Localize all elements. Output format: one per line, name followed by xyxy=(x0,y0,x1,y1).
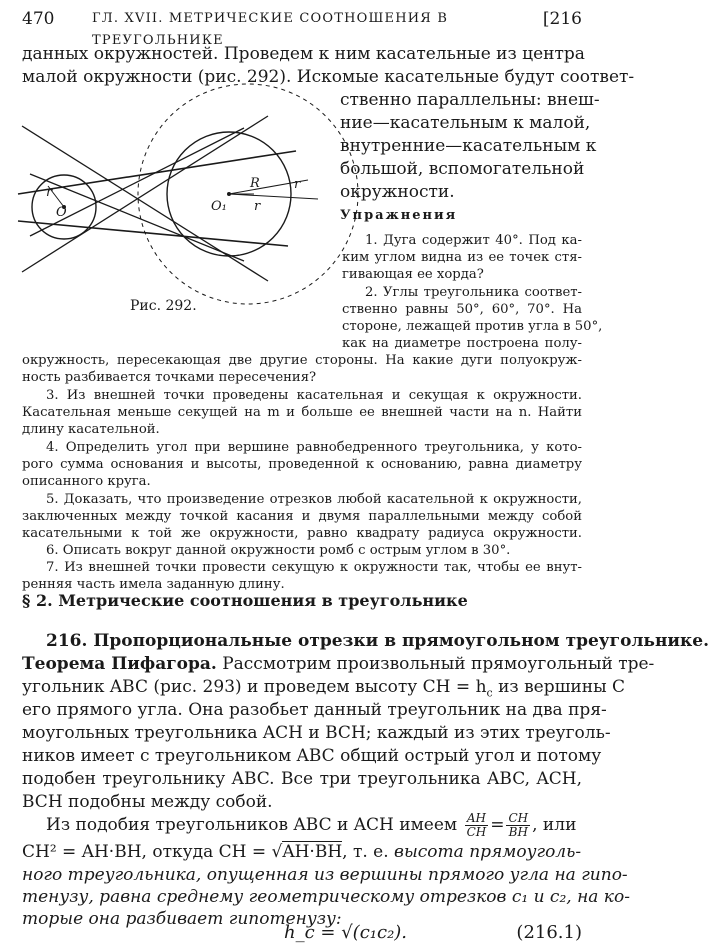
subscript: c xyxy=(486,686,493,700)
exercise-line: стороне, лежащей против угла в 50°, xyxy=(342,319,603,334)
text-line: данных окружностей. Проведем к ним касательные из центра xyxy=(22,44,585,64)
fraction: $\frac{AH}{CH}$ xyxy=(466,811,487,839)
section-heading: § 2. Метрические соотношения в треугольнике xyxy=(22,591,468,610)
text-line: Из подобия треугольников ABC и ACH имеем $\frac{AH}{CH}$ = $\frac{CH}{BH}$ , или xyxy=(46,811,577,839)
label-r: r xyxy=(254,199,261,214)
label-O1: O₁ xyxy=(211,199,227,214)
theorem-title: Теорема Пифагора. xyxy=(22,654,217,674)
text-line: большой, вспомогательной xyxy=(340,159,585,179)
exercise-line: ность разбивается точками пересечения? xyxy=(22,370,317,385)
fraction: $\frac{CH}{BH}$ xyxy=(508,811,529,839)
section-ref: [216 xyxy=(542,9,582,29)
exercise-line: заключенных между точкой касания и двумя параллельными между собой xyxy=(22,509,582,524)
text-line: ников имеет с треугольником ABC общий острый угол и потому xyxy=(22,746,602,766)
exercise-line: описанного круга. xyxy=(22,474,151,489)
text-line xyxy=(22,653,655,675)
exercise-line: 2. Углы треугольника соответ- xyxy=(365,285,582,300)
exercise-line: рого сумма основания и высоты, проведенной к основанию, равна диаметру xyxy=(22,457,582,472)
exercise-line: гивающая ее хорда? xyxy=(342,267,484,282)
text-line: окружности. xyxy=(340,182,455,202)
text-line: его прямого угла. Она разобьет данный треугольник на два пря- xyxy=(22,700,607,720)
exercise-line: касательными к той же окружности, равно квадрату радиуса окружности. xyxy=(22,526,582,541)
exercises-heading: Упражнения xyxy=(340,208,458,223)
text-fragment: Рассмотрим произвольный прямоугольный тре- xyxy=(216,654,655,674)
text-line: внутренние—касательным к xyxy=(340,136,597,156)
figure-292 xyxy=(18,96,328,321)
text-line: подобен треугольнику ABC. Все три треугольника ABC, ACH, xyxy=(22,769,582,789)
text-line: ственно параллельны: внеш- xyxy=(340,90,600,110)
label-R: R xyxy=(250,176,260,191)
text-line: моугольных треугольника ACH и BCH; каждый из этих треуголь- xyxy=(22,723,611,743)
text-fragment: высота прямоуголь- xyxy=(388,842,582,862)
text-line xyxy=(22,841,582,863)
text-line: тенузу, равна среднему геометрическому отрезков c₁ и c₂, на ко- xyxy=(22,887,630,907)
exercise-line: 5. Доказать, что произведение отрезков любой касательной к окружности, xyxy=(46,492,582,507)
text-fragment: угольник ABC (рис. 293) и проведем высоту CH = h xyxy=(22,677,487,697)
formula-number: (216.1) xyxy=(516,922,582,943)
text-line: ние—касательным к малой, xyxy=(340,113,591,133)
text-fragment: Из подобия треугольников ABC и ACH имеем xyxy=(46,815,458,835)
label-r: r xyxy=(46,185,53,200)
text-line: торые она разбивает гипотенузу: xyxy=(22,909,342,929)
label-O: O xyxy=(56,205,67,220)
exercise-line: 1. Дуга содержит 40°. Под ка- xyxy=(365,233,582,248)
text-fragment: CH² = AH·BH, откуда CH = √ xyxy=(22,842,283,862)
text-line: ного треугольника, опущенная из вершины прямого угла на гипо- xyxy=(22,865,628,885)
text-line: малой окружности (рис. 292). Искомые касательные будут соответ- xyxy=(22,67,635,87)
exercise-line: 4. Определить угол при вершине равнобедренного треугольника, у кото- xyxy=(46,440,582,455)
figure-caption: Рис. 292. xyxy=(130,298,197,314)
page-number: 470 xyxy=(22,9,55,29)
label-r: r xyxy=(294,177,301,192)
exercise-line: длину касательной. xyxy=(22,422,160,437)
exercise-line: ственно равны 50°, 60°, 70°. На xyxy=(342,302,582,317)
exercise-line: 7. Из внешней точки провести секущую к окружности так, чтобы ее внут- xyxy=(46,560,582,575)
exercise-line: 6. Описать вокруг данной окружности ромб с острым углом в 30°. xyxy=(46,543,511,558)
running-header xyxy=(22,8,582,48)
text-line: BCH подобны между собой. xyxy=(22,792,273,812)
exercise-line: 3. Из внешней точки проведены касательная и секущая к окружности. xyxy=(46,388,582,403)
article-heading: 216. Пропорциональные отрезки в прямоугольном треугольнике. xyxy=(46,631,709,651)
formula: h_c = √(c₁c₂). xyxy=(284,922,408,943)
exercise-line: ренняя часть имела заданную длину. xyxy=(22,577,285,592)
running-title: ГЛ. XVII. МЕТРИЧЕСКИЕ СООТНОШЕНИЯ В ТРЕУГОЛЬНИКЕ xyxy=(92,11,449,48)
text-fragment: из вершины C xyxy=(492,677,626,697)
exercise-line: окружность, пересекающая две другие стороны. На какие дуги полуокруж- xyxy=(22,353,582,368)
exercise-line: как на диаметре построена полу- xyxy=(342,336,582,351)
exercise-line: ким углом видна из ее точек стя- xyxy=(342,250,582,265)
exercise-line: Касательная меньше секущей на m и больше ее внешней части на n. Найти xyxy=(22,405,582,420)
radicand: AH·BH xyxy=(282,842,343,862)
text-fragment: , т. е. xyxy=(342,842,389,862)
text-fragment: , или xyxy=(532,815,577,835)
